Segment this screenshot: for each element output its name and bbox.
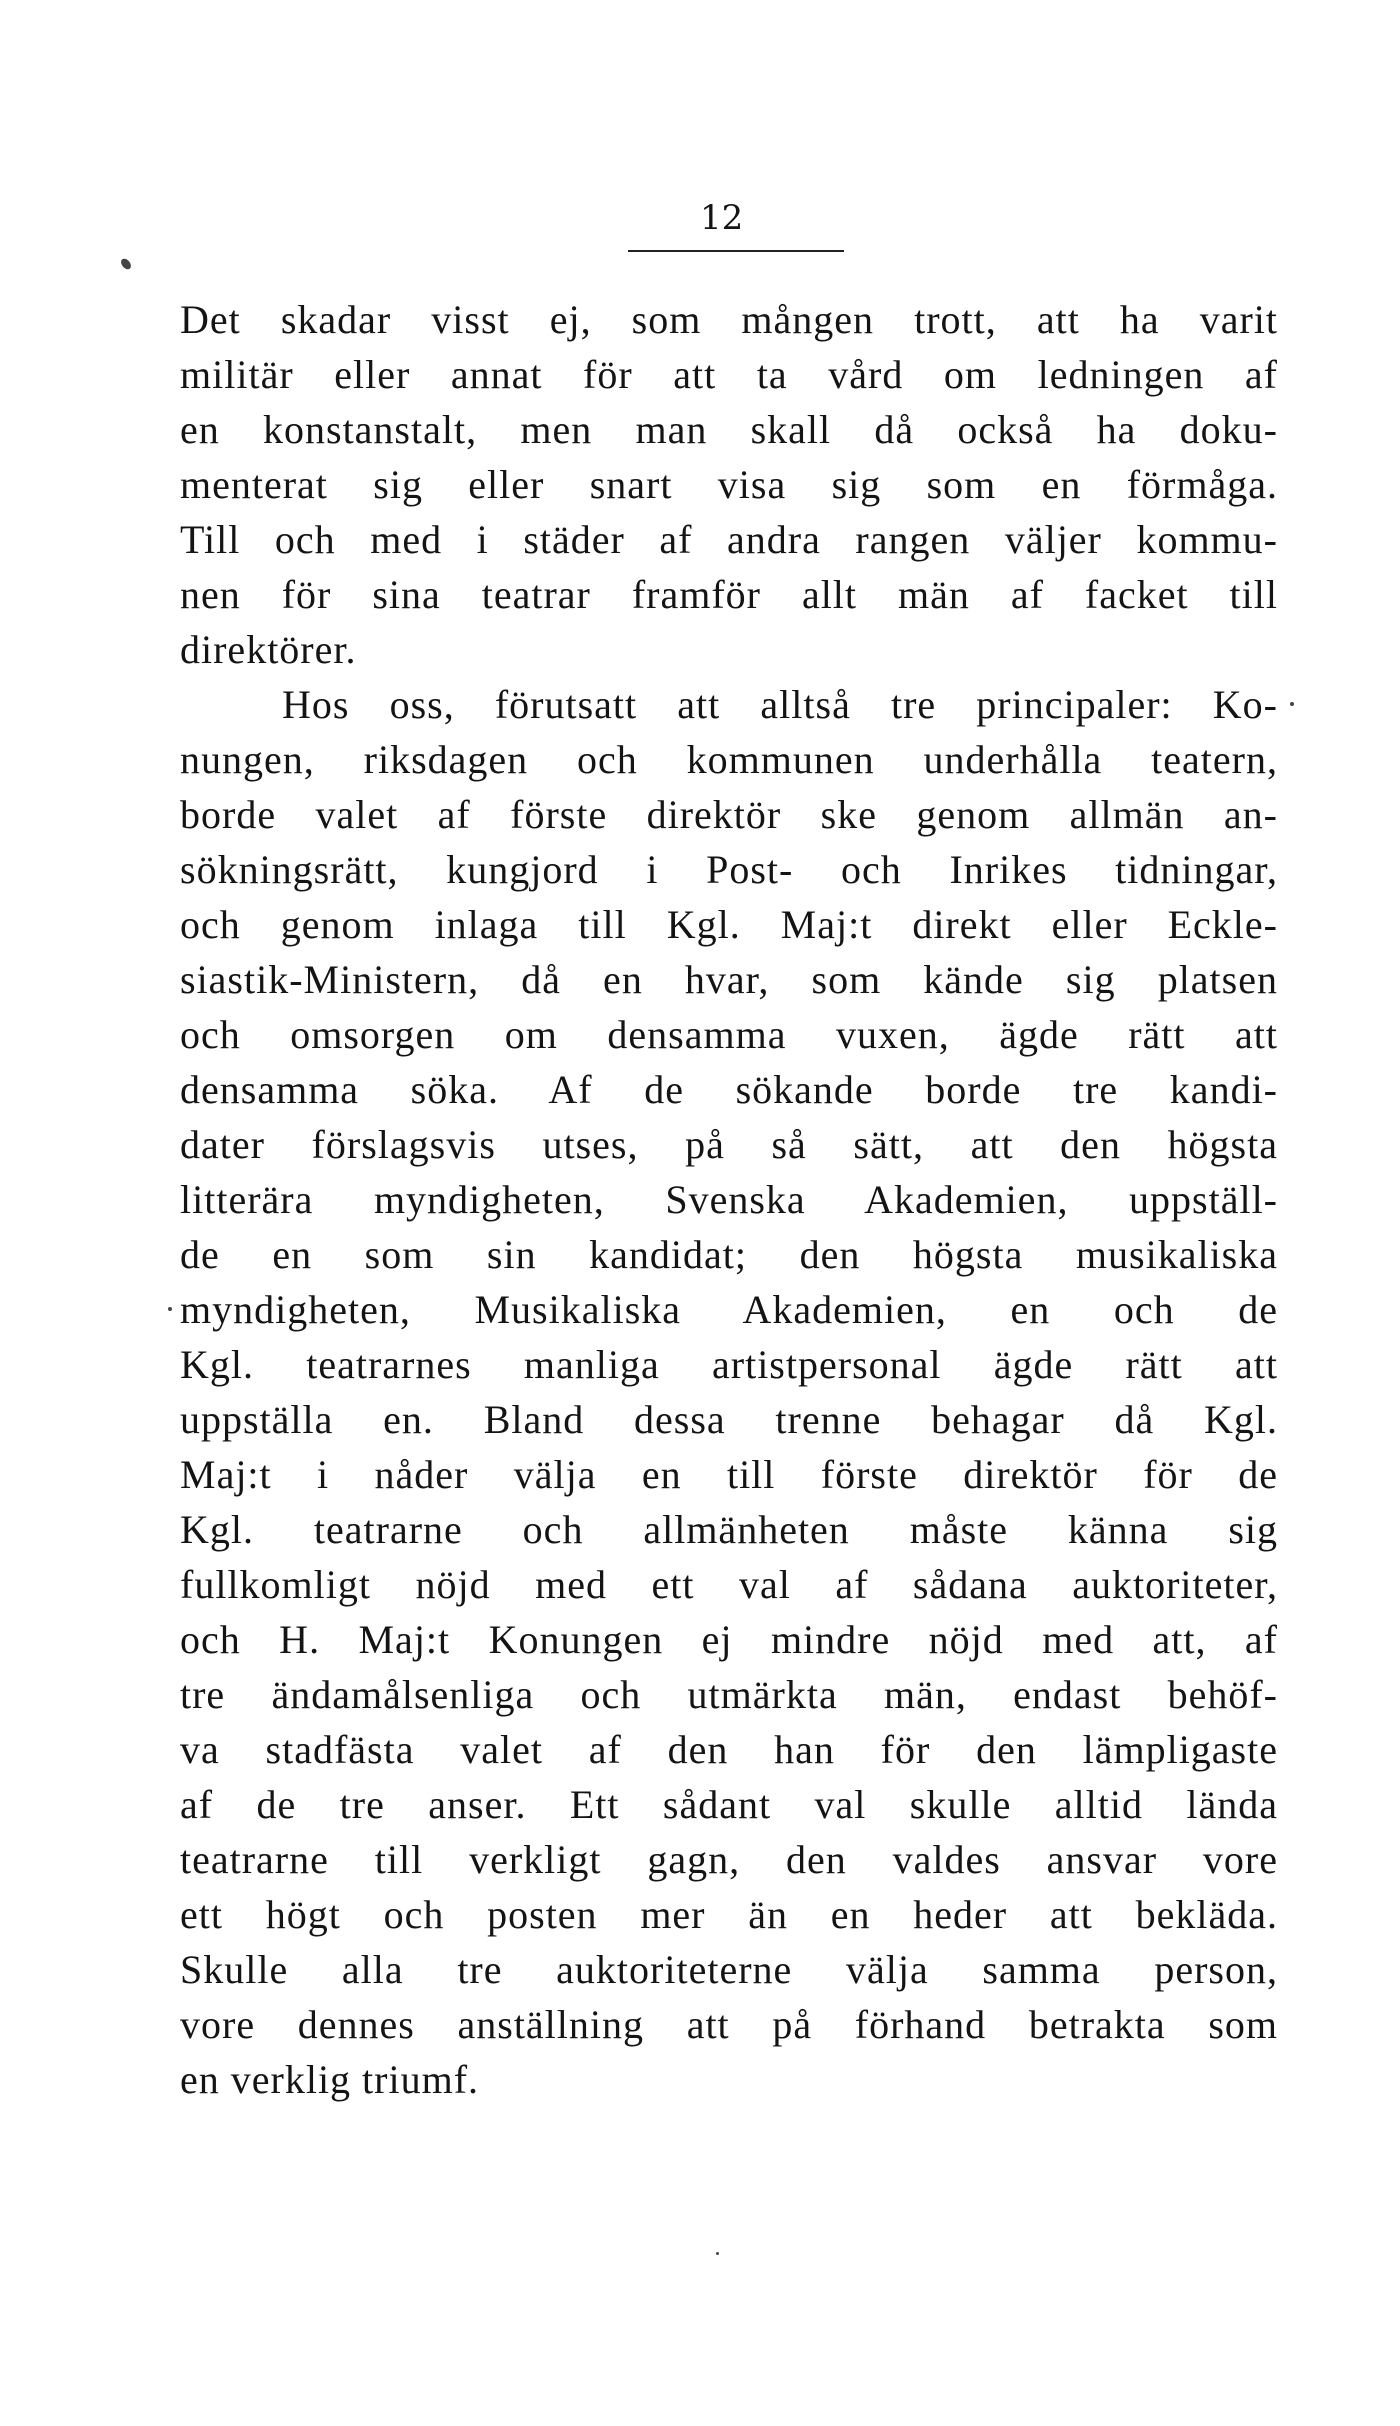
text-line: litterära myndigheten, Svenska Akademien, uppställ- [180,1177,1278,1222]
text-line: dater förslagsvis utses, på så sätt, att den högsta [180,1122,1278,1167]
text-line: uppställa en. Bland dessa trenne behagar då Kgl. [180,1397,1278,1442]
text-line: Det skadar visst ej, som mången trott, att ha varit [180,297,1278,342]
text-line: tre ändamålsenliga och utmärkta män, endast behöf- [180,1672,1278,1717]
text-line: ett högt och posten mer än en heder att bekläda. [180,1892,1278,1937]
text-line: myndigheten, Musikaliska Akademien, en och de [180,1287,1278,1332]
text-line: och genom inlaga till Kgl. Maj:t direkt eller Eckle- [180,902,1278,947]
text-line: Hos oss, förutsatt att alltså tre principaler: Ko- [282,682,1278,727]
text-line: och omsorgen om densamma vuxen, ägde rätt att [180,1012,1278,1057]
text-line: af de tre anser. Ett sådant val skulle alltid lända [180,1782,1278,1827]
print-speck [716,2252,719,2255]
header-rule [628,250,844,252]
print-speck [1290,702,1294,706]
text-line: Till och med i städer af andra rangen väljer kommu- [180,517,1278,562]
text-line: sökningsrätt, kungjord i Post- och Inrikes tidningar, [180,847,1278,892]
text-line: och H. Maj:t Konungen ej mindre nöjd med att, af [180,1617,1278,1662]
page-number: 12 [700,198,744,238]
text-line: menterat sig eller snart visa sig som en förmåga. [180,462,1278,507]
text-line: Kgl. teatrarne och allmänheten måste känna sig [180,1507,1278,1552]
text-line: en konstanstalt, men man skall då också ha doku- [180,407,1278,452]
text-line: Kgl. teatrarnes manliga artistpersonal ägde rätt att [180,1342,1278,1387]
text-line: nen för sina teatrar framför allt män af facket till [180,572,1278,617]
text-line: borde valet af förste direktör ske genom allmän an- [180,792,1278,837]
text-line: en verklig triumf. [180,2057,480,2102]
text-line: nungen, riksdagen och kommunen underhålla teatern, [180,737,1278,782]
text-line: densamma söka. Af de sökande borde tre kandi- [180,1067,1278,1112]
text-line: vore dennes anställning att på förhand betrakta som [180,2002,1278,2047]
text-line: Skulle alla tre auktoriteterne välja samma person, [180,1947,1278,1992]
text-line: siastik-Ministern, då en hvar, som kände sig platsen [180,957,1278,1002]
text-line: de en som sin kandidat; den högsta musikaliska [180,1232,1278,1277]
print-speck [119,257,133,271]
print-speck [168,1307,172,1311]
text-line: fullkomligt nöjd med ett val af sådana auktoriteter, [180,1562,1278,1607]
text-line: va stadfästa valet af den han för den lämpligaste [180,1727,1278,1772]
text-line: militär eller annat för att ta vård om ledningen af [180,352,1278,397]
text-line: Maj:t i nåder välja en till förste direktör för de [180,1452,1278,1497]
text-line: direktörer. [180,627,357,672]
text-line: teatrarne till verkligt gagn, den valdes ansvar vore [180,1837,1278,1882]
